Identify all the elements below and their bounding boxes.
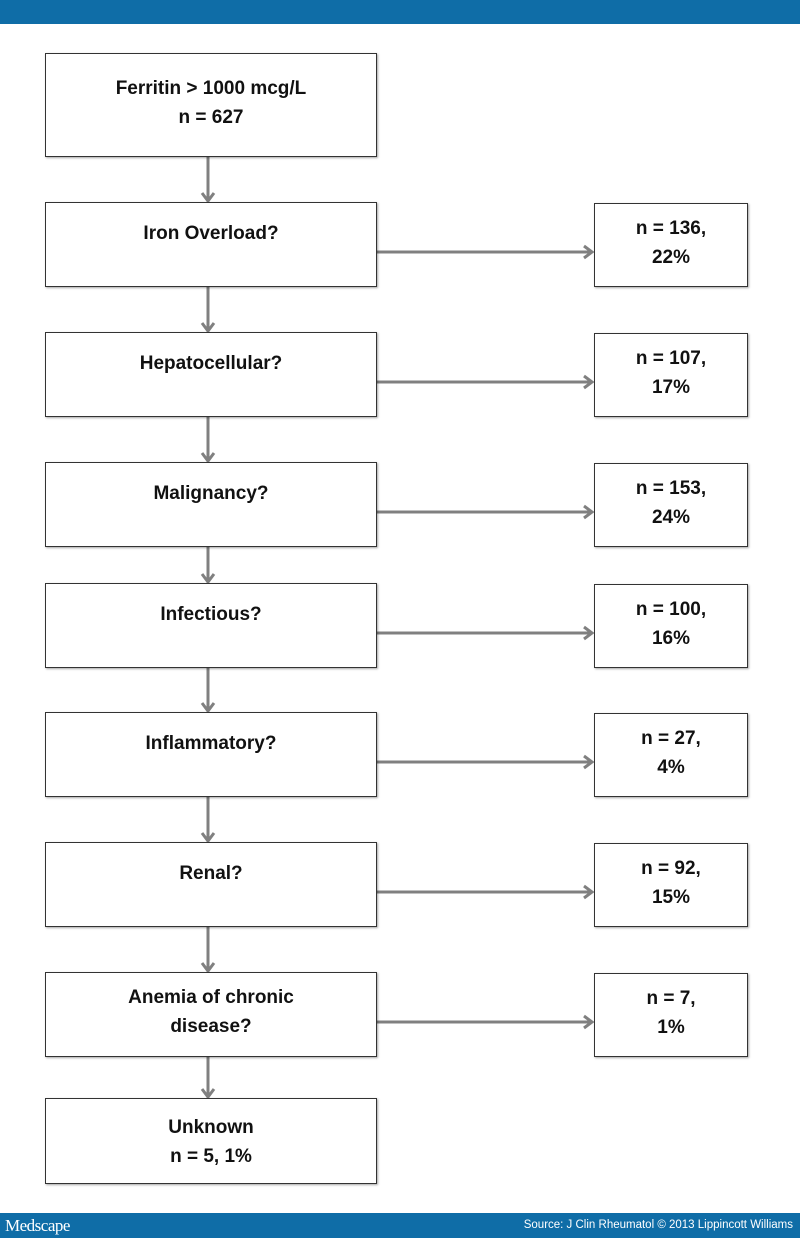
question-box (45, 202, 377, 287)
result-text: n = 107, (635, 348, 707, 369)
right-arrow (377, 627, 592, 639)
result-text: n = 153, (635, 478, 707, 499)
question-text: Hepatocellular? (139, 353, 283, 374)
result-box (594, 584, 748, 668)
result-box (594, 203, 748, 287)
question-box (45, 583, 377, 668)
down-arrow (202, 157, 214, 201)
start-box (45, 53, 377, 157)
question-text: disease? (170, 1016, 252, 1037)
result-box (594, 973, 748, 1057)
end-box (45, 1098, 377, 1184)
start-label: Ferritin > 1000 mcg/L (115, 78, 307, 99)
end-label: Unknown (168, 1117, 254, 1138)
result-text: 1% (657, 1017, 685, 1038)
result-text: 22% (651, 247, 691, 268)
right-arrow (377, 886, 592, 898)
right-arrow (377, 1016, 592, 1028)
result-text: 24% (651, 507, 691, 528)
down-arrow (202, 797, 214, 841)
right-arrow (377, 246, 592, 258)
question-text: Inflammatory? (145, 733, 277, 754)
end-count: n = 5, 1% (170, 1146, 252, 1167)
down-arrow (202, 287, 214, 331)
result-text: 4% (657, 757, 685, 778)
question-text: Anemia of chronic (128, 987, 294, 1008)
start-count: n = 627 (178, 107, 244, 128)
question-text: Infectious? (160, 604, 262, 625)
question-box (45, 972, 377, 1057)
down-arrow (202, 927, 214, 971)
result-text: n = 92, (641, 858, 701, 879)
down-arrow (202, 417, 214, 461)
result-box (594, 843, 748, 927)
result-box (594, 463, 748, 547)
question-text: Renal? (179, 863, 243, 884)
down-arrow (202, 547, 214, 582)
medscape-logo[interactable]: Medscape (5, 1216, 70, 1235)
right-arrow (377, 506, 592, 518)
question-box (45, 462, 377, 547)
result-text: n = 7, (646, 988, 696, 1009)
result-text: 16% (651, 628, 691, 649)
question-box (45, 712, 377, 797)
result-text: 17% (651, 377, 691, 398)
down-arrow (202, 668, 214, 711)
right-arrow (377, 376, 592, 388)
result-text: n = 100, (635, 599, 707, 620)
question-box (45, 332, 377, 417)
result-text: 15% (651, 887, 691, 908)
down-arrow (202, 1057, 214, 1097)
result-text: n = 136, (635, 218, 707, 239)
result-box (594, 713, 748, 797)
footer-bar (0, 1213, 800, 1238)
result-text: n = 27, (641, 728, 701, 749)
question-box (45, 842, 377, 927)
right-arrow (377, 756, 592, 768)
source-credit: Source: J Clin Rheumatol © 2013 Lippincott Williams (523, 1219, 793, 1231)
result-box (594, 333, 748, 417)
question-text: Iron Overload? (143, 223, 279, 244)
question-text: Malignancy? (153, 483, 269, 504)
